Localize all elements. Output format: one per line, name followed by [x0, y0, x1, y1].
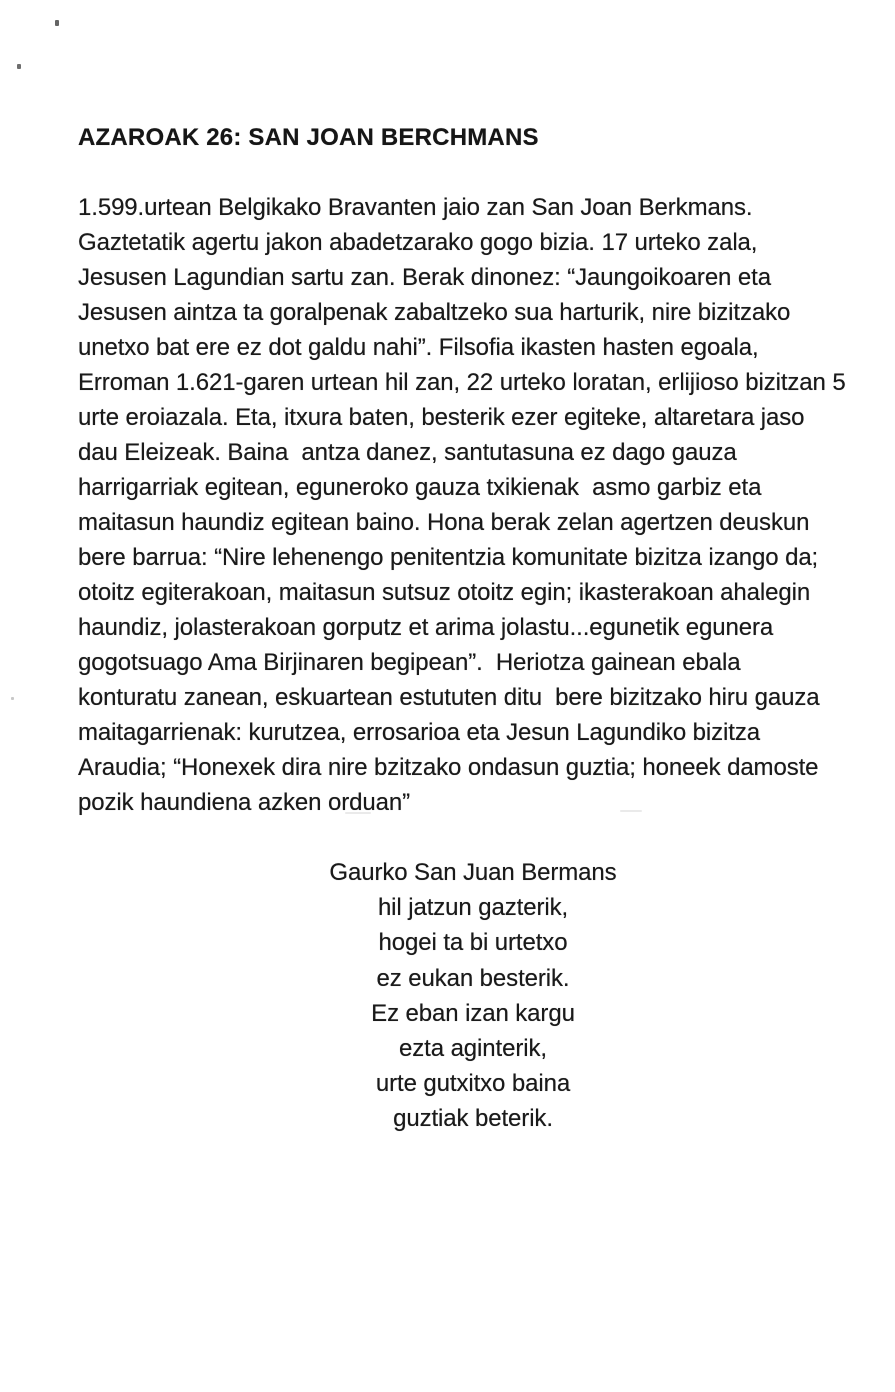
poem-line: Ez eban izan kargu [371, 999, 575, 1027]
paragraph-line: harrigarriak egitean, eguneroko gauza txikienak asmo garbiz eta [78, 474, 762, 501]
poem-line: ezta aginterik, [399, 1035, 547, 1063]
poem-line: guztiak beterik. [393, 1105, 553, 1133]
poem-line: hil jatzun gazterik, [377, 894, 569, 922]
poem-line: Gaurko San Juan Bermans [329, 859, 617, 886]
scan-speck [17, 64, 21, 69]
paragraph-line: urte eroiazala. Eta, itxura baten, besterik ezer egiteke, altaretara jaso [78, 404, 805, 431]
poem-line: ez eukan besterik. [376, 964, 570, 992]
paragraph-line: pozik haundiena azken orduan” [78, 789, 411, 816]
paragraph-line: gogotsuago Ama Birjinaren begipean”. Heriotza gainean ebala [78, 649, 741, 676]
paragraph-line: Araudia; “Honexek dira nire bzitzako ondasun guztia; honeek damoste [78, 754, 819, 781]
paragraph-line: maitagarrienak: kurutzea, errosarioa eta Jesun Lagundiko bizitza [78, 719, 760, 746]
poem-line: hogei ta bi urtetxo [378, 929, 568, 957]
paragraph-line: maitasun haundiz egitean baino. Hona berak zelan agertzen deuskun [78, 509, 810, 536]
paragraph-line: Jesusen Lagundian sartu zan. Berak dinonez: “Jaungoikoaren eta [78, 264, 771, 291]
poem-line: urte gutxitxo baina [375, 1070, 571, 1098]
paragraph-line: Jesusen aintza ta goralpenak zabaltzeko sua harturik, nire bizitzako [78, 299, 791, 326]
paragraph-line: bere barrua: “Nire lehenengo penitentzia komunitate bizitza izango da; [78, 544, 819, 571]
scan-speck [11, 697, 14, 700]
body-paragraph [78, 190, 878, 820]
paragraph-line: otoitz egiterakoan, maitasun sutsuz otoitz egin; ikasterakoan ahalegin [78, 579, 811, 606]
paragraph-line: dau Eleizeak. Baina antza danez, santutasuna ez dago gauza [78, 439, 737, 466]
paragraph-line: Gaztetatik agertu jakon abadetzarako gogo bizia. 17 urteko zala, [78, 229, 758, 256]
paragraph-line: unetxo bat ere ez dot galdu nahi”. Filsofia ikasten hasten egoala, [78, 334, 759, 361]
scan-speck [55, 20, 59, 26]
poem-block [78, 855, 868, 1137]
document-title: AZAROAK 26: SAN JOAN BERCHMANS [78, 124, 539, 151]
paragraph-line: konturatu zanean, eskuartean estututen ditu bere bizitzako hiru gauza [78, 684, 820, 711]
paragraph-line: 1.599.urtean Belgikako Bravanten jaio zan San Joan Berkmans. [78, 194, 753, 221]
paragraph-line: haundiz, jolasterakoan gorputz et arima jolastu...egunetik egunera [78, 614, 774, 641]
paragraph-line: Erroman 1.621-garen urtean hil zan, 22 urteko loratan, erlijioso bizitzan 5 [78, 369, 846, 396]
